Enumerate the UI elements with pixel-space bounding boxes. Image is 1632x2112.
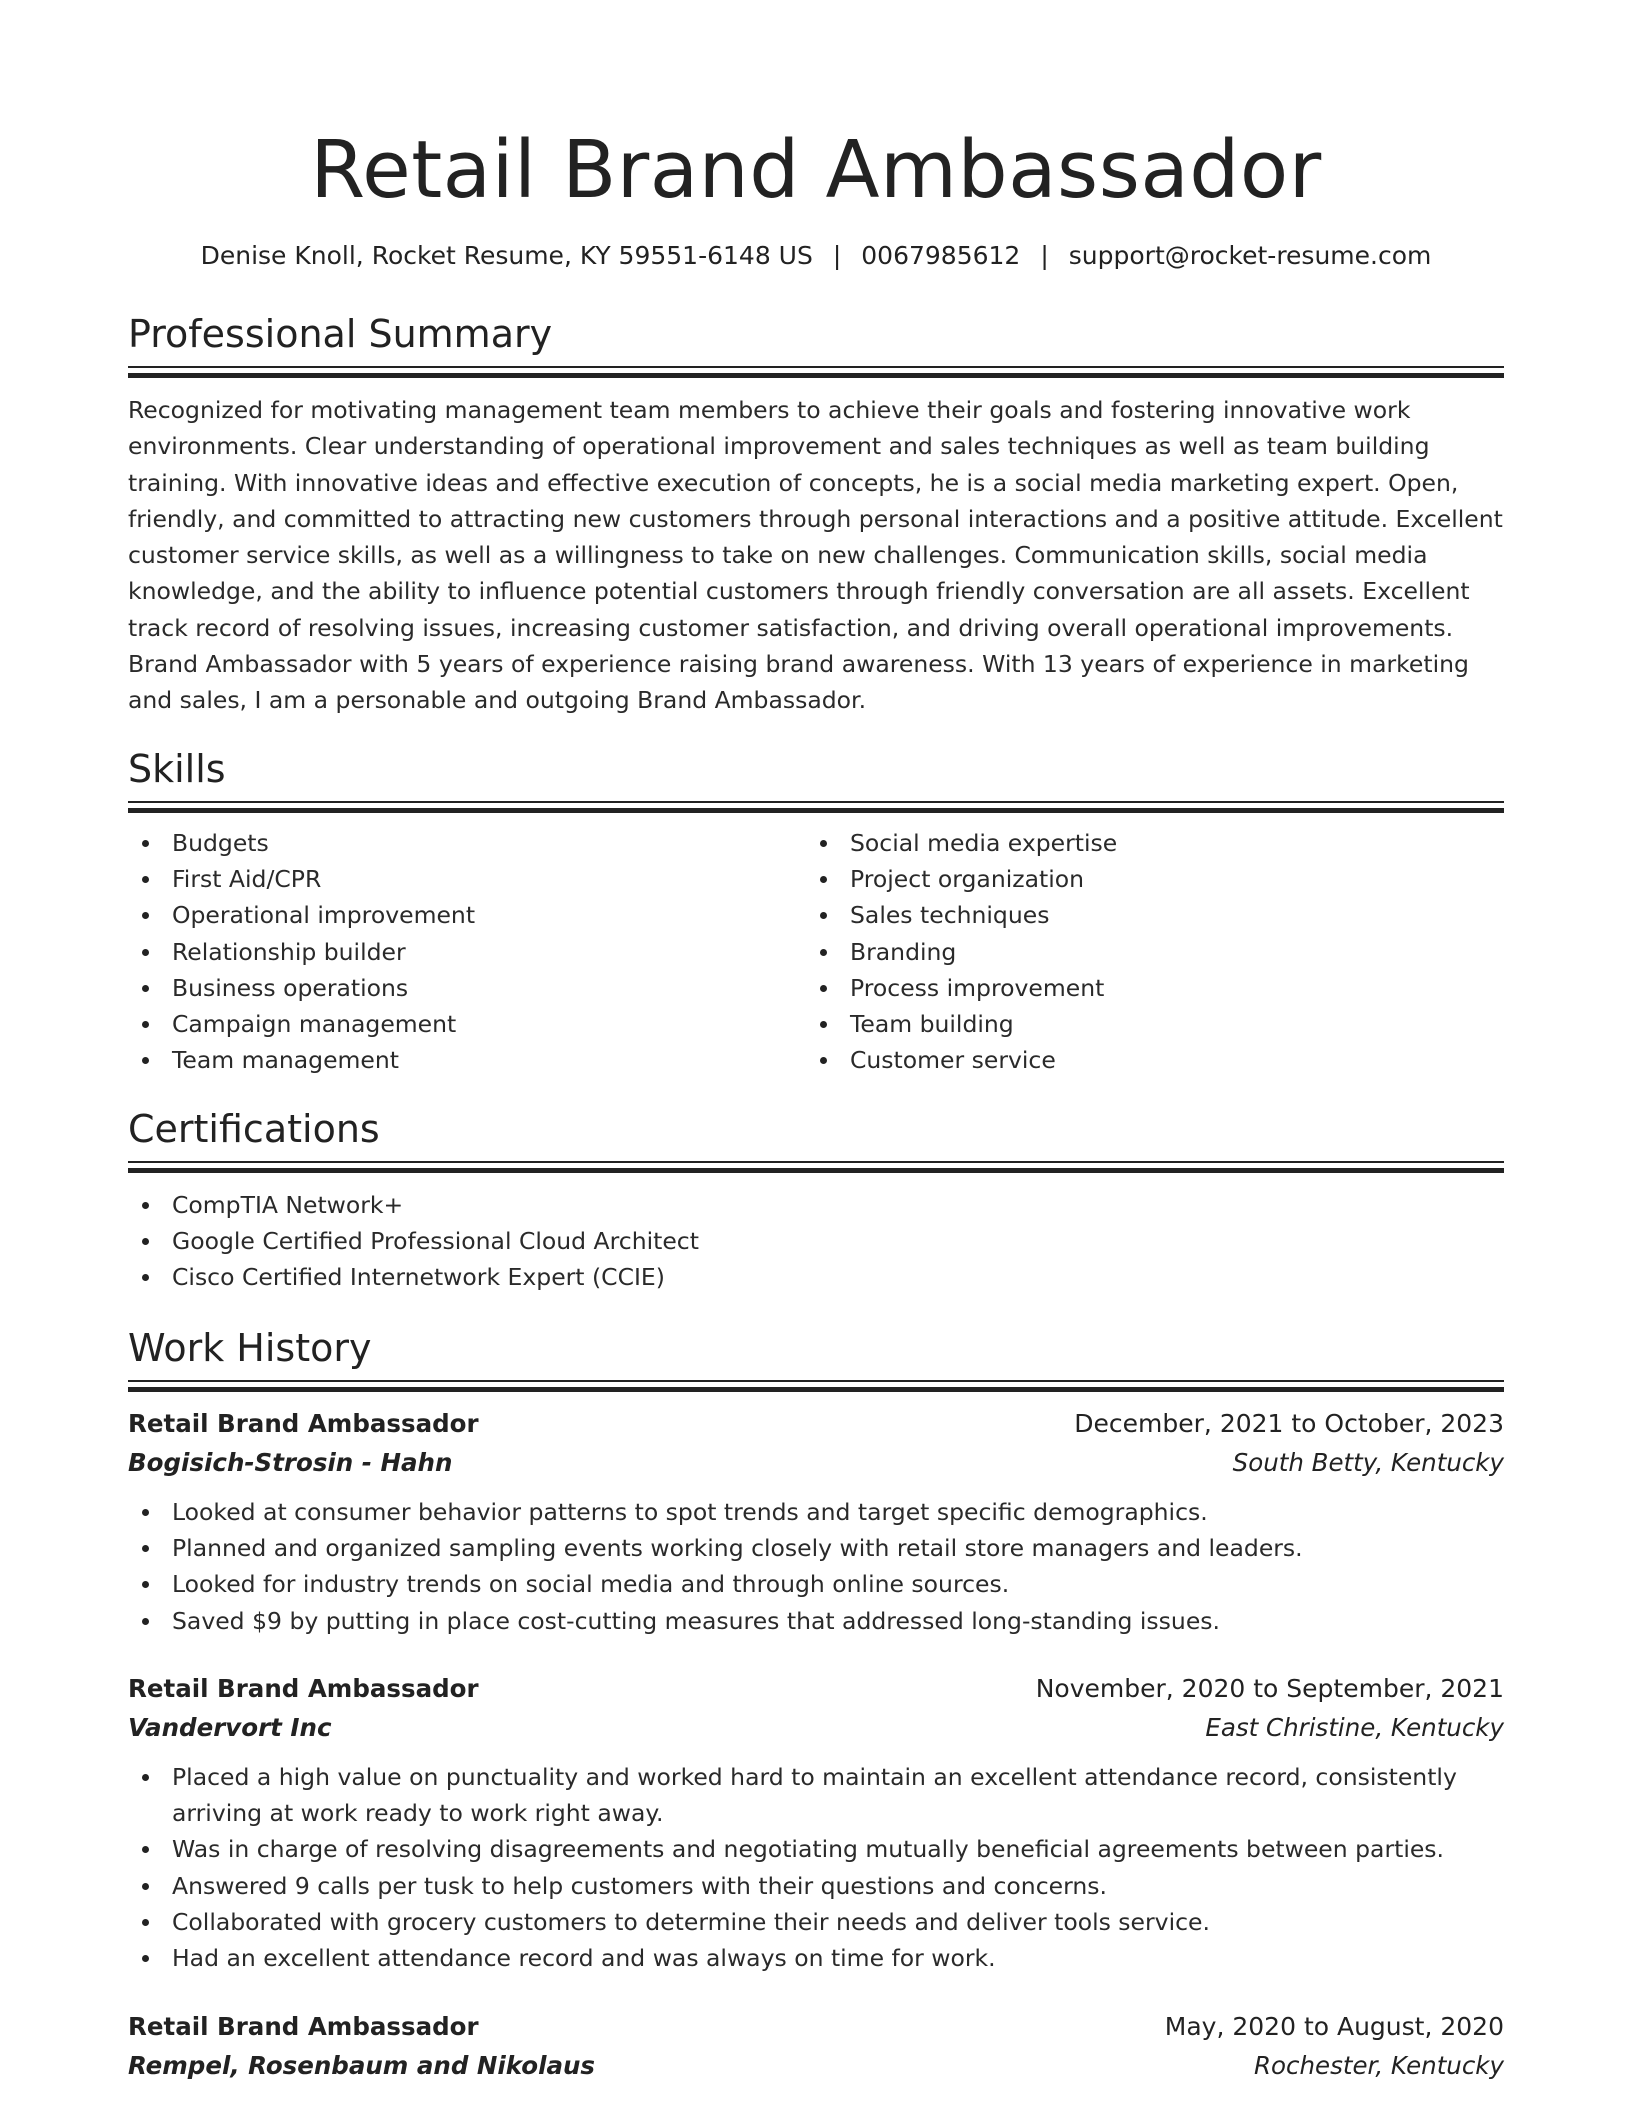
job-dates: December, 2021 to October, 2023 <box>1074 1408 1504 1438</box>
job-bullets <box>128 1494 1504 1639</box>
job-location: South Betty, Kentucky <box>1232 1447 1504 1477</box>
skills-column-right <box>806 825 1484 1079</box>
job-company-row <box>128 1709 1504 1747</box>
job-bullet: Looked at consumer behavior patterns to spot trends and target specific demographics. <box>128 1494 1504 1530</box>
skill-item: Customer service <box>806 1042 1484 1078</box>
section-heading-summary: Professional Summary <box>128 312 553 356</box>
section-divider <box>128 801 1504 811</box>
resume-title: Retail Brand Ambassador <box>310 124 1322 216</box>
skills-section <box>128 745 1504 1079</box>
job-company: Bogisich-Strosin - Hahn <box>128 1447 453 1477</box>
contact-separator: | <box>1040 241 1049 270</box>
contact-line <box>128 240 1504 272</box>
job-header-row <box>128 1404 1504 1444</box>
job-title: Retail Brand Ambassador <box>128 2011 479 2041</box>
skill-item: Branding <box>806 934 1484 970</box>
job-header-row <box>128 1669 1504 1709</box>
job-dates: May, 2020 to August, 2020 <box>1164 2011 1504 2041</box>
job-entry <box>128 1669 1504 1977</box>
certification-item: Cisco Certified Internetwork Expert (CCIE) <box>128 1259 1504 1295</box>
skill-item: Social media expertise <box>806 825 1484 861</box>
skill-item: Sales techniques <box>806 897 1484 933</box>
skill-item: Project organization <box>806 861 1484 897</box>
job-dates: November, 2020 to September, 2021 <box>1035 1673 1504 1703</box>
skill-item: Campaign management <box>128 1006 806 1042</box>
summary-paragraph: Recognized for motivating management team members to achieve their goals and fostering innovative work environments. Clear understanding of operational improvement and sales techniques as well as team building training. With innovative ideas and effective execution of concepts, he is a social media marketing expert. Open, friendly, and committed to attracting new customers through personal interactions and a positive attitude. Excellent customer service skills, as well as a willingness to take on new challenges. Communication skills, social media knowledge, and the ability to influence potential customers through friendly conversation are all assets. Excellent track record of resolving issues, increasing customer satisfaction, and driving overall operational improvements. Brand Ambassador with 5 years of experience raising brand awareness. With 13 years of experience in marketing and sales, I am a personable and outgoing Brand Ambassador. <box>128 396 1503 715</box>
section-divider <box>128 1161 1504 1171</box>
section-divider <box>128 366 1504 376</box>
resume-page <box>128 0 1504 2085</box>
section-heading-skills: Skills <box>128 746 226 791</box>
job-bullet: Was in charge of resolving disagreements and negotiating mutually beneficial agreements between parties. <box>128 1831 1504 1867</box>
job-entry <box>128 1404 1504 1639</box>
skill-item: Budgets <box>128 825 806 861</box>
job-company-row <box>128 1444 1504 1482</box>
job-bullet: Answered 9 calls per tusk to help customers with their questions and concerns. <box>128 1868 1504 1904</box>
job-bullet: Had an excellent attendance record and was always on time for work. <box>128 1940 1504 1976</box>
certification-item: CompTIA Network+ <box>128 1187 1504 1223</box>
summary-section <box>128 310 1504 719</box>
skill-item: Team management <box>128 1042 806 1078</box>
certifications-list <box>128 1187 1504 1296</box>
skill-item: Business operations <box>128 970 806 1006</box>
job-company: Vandervort Inc <box>128 1712 332 1742</box>
job-company: Rempel, Rosenbaum and Nikolaus <box>128 2050 596 2080</box>
job-location: Rochester, Kentucky <box>1253 2050 1504 2080</box>
skill-item: Relationship builder <box>128 934 806 970</box>
section-heading-certifications: Certifications <box>128 1106 380 1151</box>
skill-item: Operational improvement <box>128 897 806 933</box>
job-header-row <box>128 2007 1504 2047</box>
job-location: East Christine, Kentucky <box>1205 1712 1504 1742</box>
skill-item: First Aid/CPR <box>128 861 806 897</box>
certification-item: Google Certified Professional Cloud Architect <box>128 1223 1504 1259</box>
job-bullet: Planned and organized sampling events working closely with retail store managers and leaders. <box>128 1530 1504 1566</box>
job-entry <box>128 2007 1504 2085</box>
job-bullets <box>128 1759 1504 1977</box>
section-heading-work-history: Work History <box>128 1325 372 1370</box>
skills-grid <box>128 825 1504 1079</box>
skills-column-left <box>128 825 806 1079</box>
job-bullet: Saved $9 by putting in place cost-cutting measures that addressed long-standing issues. <box>128 1603 1504 1639</box>
skill-item: Team building <box>806 1006 1484 1042</box>
contact-email: support@rocket-resume.com <box>1068 241 1432 270</box>
certifications-section <box>128 1105 1504 1296</box>
job-company-row <box>128 2047 1504 2085</box>
section-divider <box>128 1380 1504 1390</box>
job-title: Retail Brand Ambassador <box>128 1408 479 1438</box>
job-bullet: Looked for industry trends on social media and through online sources. <box>128 1566 1504 1602</box>
contact-separator: | <box>832 241 842 270</box>
job-bullet: Collaborated with grocery customers to determine their needs and deliver tools service. <box>128 1904 1504 1940</box>
contact-address: Denise Knoll, Rocket Resume, KY 59551-6148 US <box>200 241 813 270</box>
job-bullet: Placed a high value on punctuality and worked hard to maintain an excellent attendance record, consistently arriving at work ready to work right away. <box>128 1759 1504 1832</box>
work-history-section <box>128 1324 1504 2085</box>
skill-item: Process improvement <box>806 970 1484 1006</box>
contact-phone: 0067985612 <box>861 241 1021 270</box>
job-title: Retail Brand Ambassador <box>128 1673 479 1703</box>
